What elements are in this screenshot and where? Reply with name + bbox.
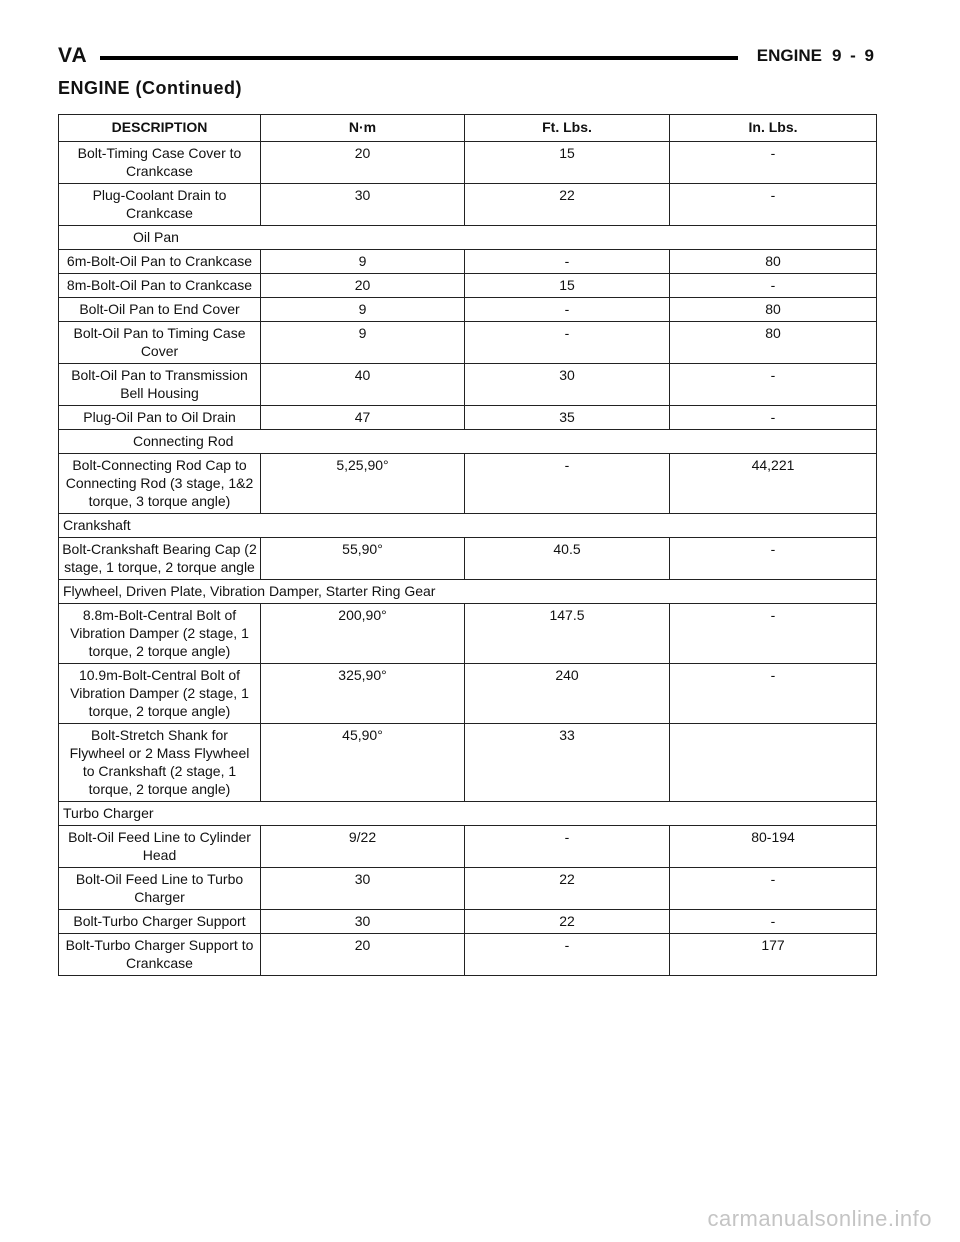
cell-in-lbs: 80-194 [670, 826, 877, 868]
table-row [59, 868, 877, 910]
cell-description: Bolt-Oil Pan to End Cover [59, 298, 261, 322]
cell-description: Bolt-Oil Pan to Transmission Bell Housing [59, 364, 261, 406]
cell-description: Bolt-Turbo Charger Support to Crankcase [59, 934, 261, 976]
cell-nm: 30 [261, 184, 465, 226]
cell-nm: 30 [261, 868, 465, 910]
cell-description: Bolt-Stretch Shank for Flywheel or 2 Mass Flywheel to Crankshaft (2 stage, 1 torque, 2 torque angle) [59, 724, 261, 802]
cell-in-lbs: 80 [670, 322, 877, 364]
cell-description: Bolt-Oil Feed Line to Turbo Charger [59, 868, 261, 910]
table-row [59, 184, 877, 226]
cell-ft-lbs: 33 [465, 724, 670, 802]
cell-description: Bolt-Crankshaft Bearing Cap (2 stage, 1 torque, 2 torque angle [59, 538, 261, 580]
table-row [59, 274, 877, 298]
table-row [59, 538, 877, 580]
column-header-in-lbs: In. Lbs. [670, 115, 877, 142]
cell-description: 10.9m-Bolt-Central Bolt of Vibration Damper (2 stage, 1 torque, 2 torque angle) [59, 664, 261, 724]
cell-in-lbs: - [670, 538, 877, 580]
page-header [58, 44, 876, 70]
table-section-row [59, 802, 877, 826]
table-row [59, 364, 877, 406]
header-section-name: ENGINE [756, 46, 822, 65]
table-section-row [59, 514, 877, 538]
cell-description: Bolt-Oil Feed Line to Cylinder Head [59, 826, 261, 868]
cell-in-lbs: - [670, 406, 877, 430]
cell-nm: 200,90° [261, 604, 465, 664]
cell-ft-lbs: 30 [465, 364, 670, 406]
cell-nm: 9 [261, 298, 465, 322]
table-row [59, 826, 877, 868]
table-row [59, 250, 877, 274]
table-row [59, 298, 877, 322]
cell-nm: 40 [261, 364, 465, 406]
cell-ft-lbs: - [465, 826, 670, 868]
table-section-row [59, 580, 877, 604]
cell-nm: 47 [261, 406, 465, 430]
cell-description: 8.8m-Bolt-Central Bolt of Vibration Damper (2 stage, 1 torque, 2 torque angle) [59, 604, 261, 664]
table-row [59, 910, 877, 934]
table-header-row [59, 115, 877, 142]
cell-nm: 20 [261, 274, 465, 298]
cell-nm: 9/22 [261, 826, 465, 868]
cell-in-lbs: - [670, 664, 877, 724]
cell-ft-lbs: 240 [465, 664, 670, 724]
section-heading-cell: Crankshaft [59, 514, 877, 538]
cell-nm: 20 [261, 934, 465, 976]
header-page-number: 9 - 9 [831, 46, 876, 65]
table-row [59, 406, 877, 430]
cell-description: 8m-Bolt-Oil Pan to Crankcase [59, 274, 261, 298]
cell-in-lbs: - [670, 142, 877, 184]
table-row [59, 604, 877, 664]
header-page-ref [757, 46, 876, 66]
cell-in-lbs: - [670, 184, 877, 226]
section-title: ENGINE (Continued) [58, 78, 242, 98]
cell-ft-lbs: 22 [465, 910, 670, 934]
cell-description: Bolt-Oil Pan to Timing Case Cover [59, 322, 261, 364]
cell-nm: 20 [261, 142, 465, 184]
cell-nm: 325,90° [261, 664, 465, 724]
table-row [59, 664, 877, 724]
cell-ft-lbs: - [465, 322, 670, 364]
cell-in-lbs: 80 [670, 298, 877, 322]
cell-ft-lbs: - [465, 454, 670, 514]
cell-nm: 55,90° [261, 538, 465, 580]
cell-in-lbs: - [670, 274, 877, 298]
cell-ft-lbs: - [465, 250, 670, 274]
cell-nm: 9 [261, 250, 465, 274]
cell-ft-lbs: 147.5 [465, 604, 670, 664]
cell-nm: 5,25,90° [261, 454, 465, 514]
cell-description: Plug-Coolant Drain to Crankcase [59, 184, 261, 226]
cell-in-lbs: - [670, 364, 877, 406]
section-heading-cell: Oil Pan [59, 226, 877, 250]
cell-ft-lbs: 40.5 [465, 538, 670, 580]
header-model-code: VA [58, 44, 88, 67]
cell-in-lbs: - [670, 910, 877, 934]
cell-in-lbs [670, 724, 877, 802]
header-rule [100, 56, 738, 60]
watermark: carmanualsonline.info [707, 1206, 932, 1231]
cell-in-lbs: - [670, 868, 877, 910]
cell-ft-lbs: 22 [465, 868, 670, 910]
column-header-nm: N·m [261, 115, 465, 142]
table-section-row [59, 226, 877, 250]
cell-in-lbs: 44,221 [670, 454, 877, 514]
cell-nm: 9 [261, 322, 465, 364]
table-row [59, 934, 877, 976]
table-row [59, 322, 877, 364]
cell-ft-lbs: 15 [465, 142, 670, 184]
cell-nm: 30 [261, 910, 465, 934]
table-body [59, 142, 877, 976]
cell-ft-lbs: - [465, 934, 670, 976]
section-heading-cell: Flywheel, Driven Plate, Vibration Damper, Starter Ring Gear [59, 580, 877, 604]
torque-spec-table [58, 114, 877, 976]
table-row [59, 142, 877, 184]
column-header-ft-lbs: Ft. Lbs. [465, 115, 670, 142]
cell-description: 6m-Bolt-Oil Pan to Crankcase [59, 250, 261, 274]
table-row [59, 724, 877, 802]
cell-in-lbs: 177 [670, 934, 877, 976]
cell-description: Plug-Oil Pan to Oil Drain [59, 406, 261, 430]
cell-ft-lbs: 15 [465, 274, 670, 298]
table-row [59, 454, 877, 514]
cell-in-lbs: 80 [670, 250, 877, 274]
cell-ft-lbs: 22 [465, 184, 670, 226]
column-header-description: DESCRIPTION [59, 115, 261, 142]
section-heading-cell: Turbo Charger [59, 802, 877, 826]
section-heading-cell: Connecting Rod [59, 430, 877, 454]
cell-description: Bolt-Timing Case Cover to Crankcase [59, 142, 261, 184]
cell-description: Bolt-Turbo Charger Support [59, 910, 261, 934]
cell-ft-lbs: 35 [465, 406, 670, 430]
cell-description: Bolt-Connecting Rod Cap to Connecting Rod (3 stage, 1&2 torque, 3 torque angle) [59, 454, 261, 514]
cell-nm: 45,90° [261, 724, 465, 802]
table-section-row [59, 430, 877, 454]
cell-in-lbs: - [670, 604, 877, 664]
cell-ft-lbs: - [465, 298, 670, 322]
